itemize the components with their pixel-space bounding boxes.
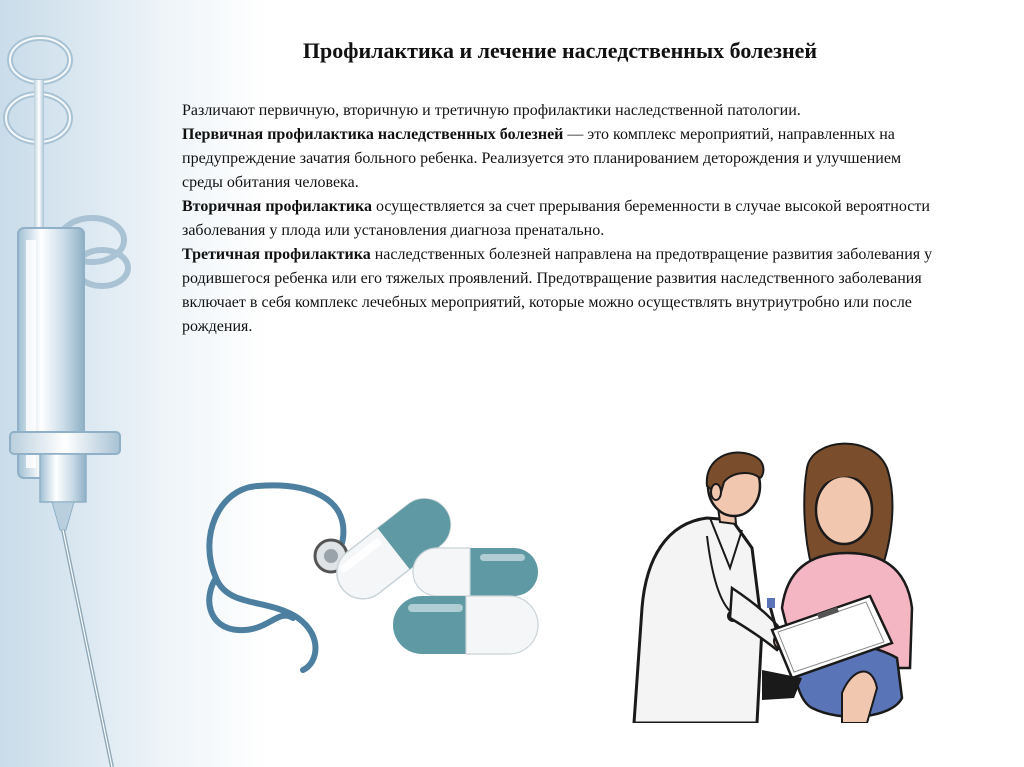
- doctor-patient-illustration: [612, 438, 934, 723]
- paragraph-secondary: [182, 195, 942, 243]
- paragraph-secondary-bold: Вторичная профилактика: [182, 198, 372, 215]
- paragraph-tertiary-text: наследственных болезней направлена на предотвращение развития заболевания у родившегося ребенка или его тяжелых проявлений. Предотвращение развития наследственного заболевания включает в себя комплекс лечебных мероприятий, которые можно осуществлять внутриутробно или после рождения.: [182, 246, 933, 335]
- paragraph-tertiary: [182, 243, 942, 339]
- patient-icon: [782, 444, 912, 723]
- body-text: [182, 99, 942, 339]
- paragraph-tertiary-bold: Третичная профилактика: [182, 246, 371, 263]
- paragraph-intro-text: Различают первичную, вторичную и третичную профилактики наследственной патологии.: [182, 102, 801, 119]
- stethoscope-pills-illustration: [198, 478, 543, 678]
- stethoscope-icon: [209, 485, 343, 670]
- pill-capsule-icon: [413, 548, 538, 596]
- paragraph-intro: [182, 99, 942, 123]
- paragraph-primary-text: — это комплекс мероприятий, направленных на предупреждение зачатия больного ребенка. Реализуется это планированием деторождения и улучшением среды обитания человека.: [182, 126, 902, 191]
- syringe-illustration: [0, 0, 190, 767]
- paragraph-primary-bold: Первичная профилактика наследственных болезней: [182, 126, 564, 143]
- paragraph-secondary-text: осуществляется за счет прерывания беременности в случае высокой вероятности заболевания у плода или установления диагноза пренатально.: [182, 198, 930, 239]
- pill-capsule-icon: [393, 596, 538, 654]
- slide-title: Профилактика и лечение наследственных болезней: [302, 38, 818, 63]
- paragraph-primary: [182, 123, 942, 195]
